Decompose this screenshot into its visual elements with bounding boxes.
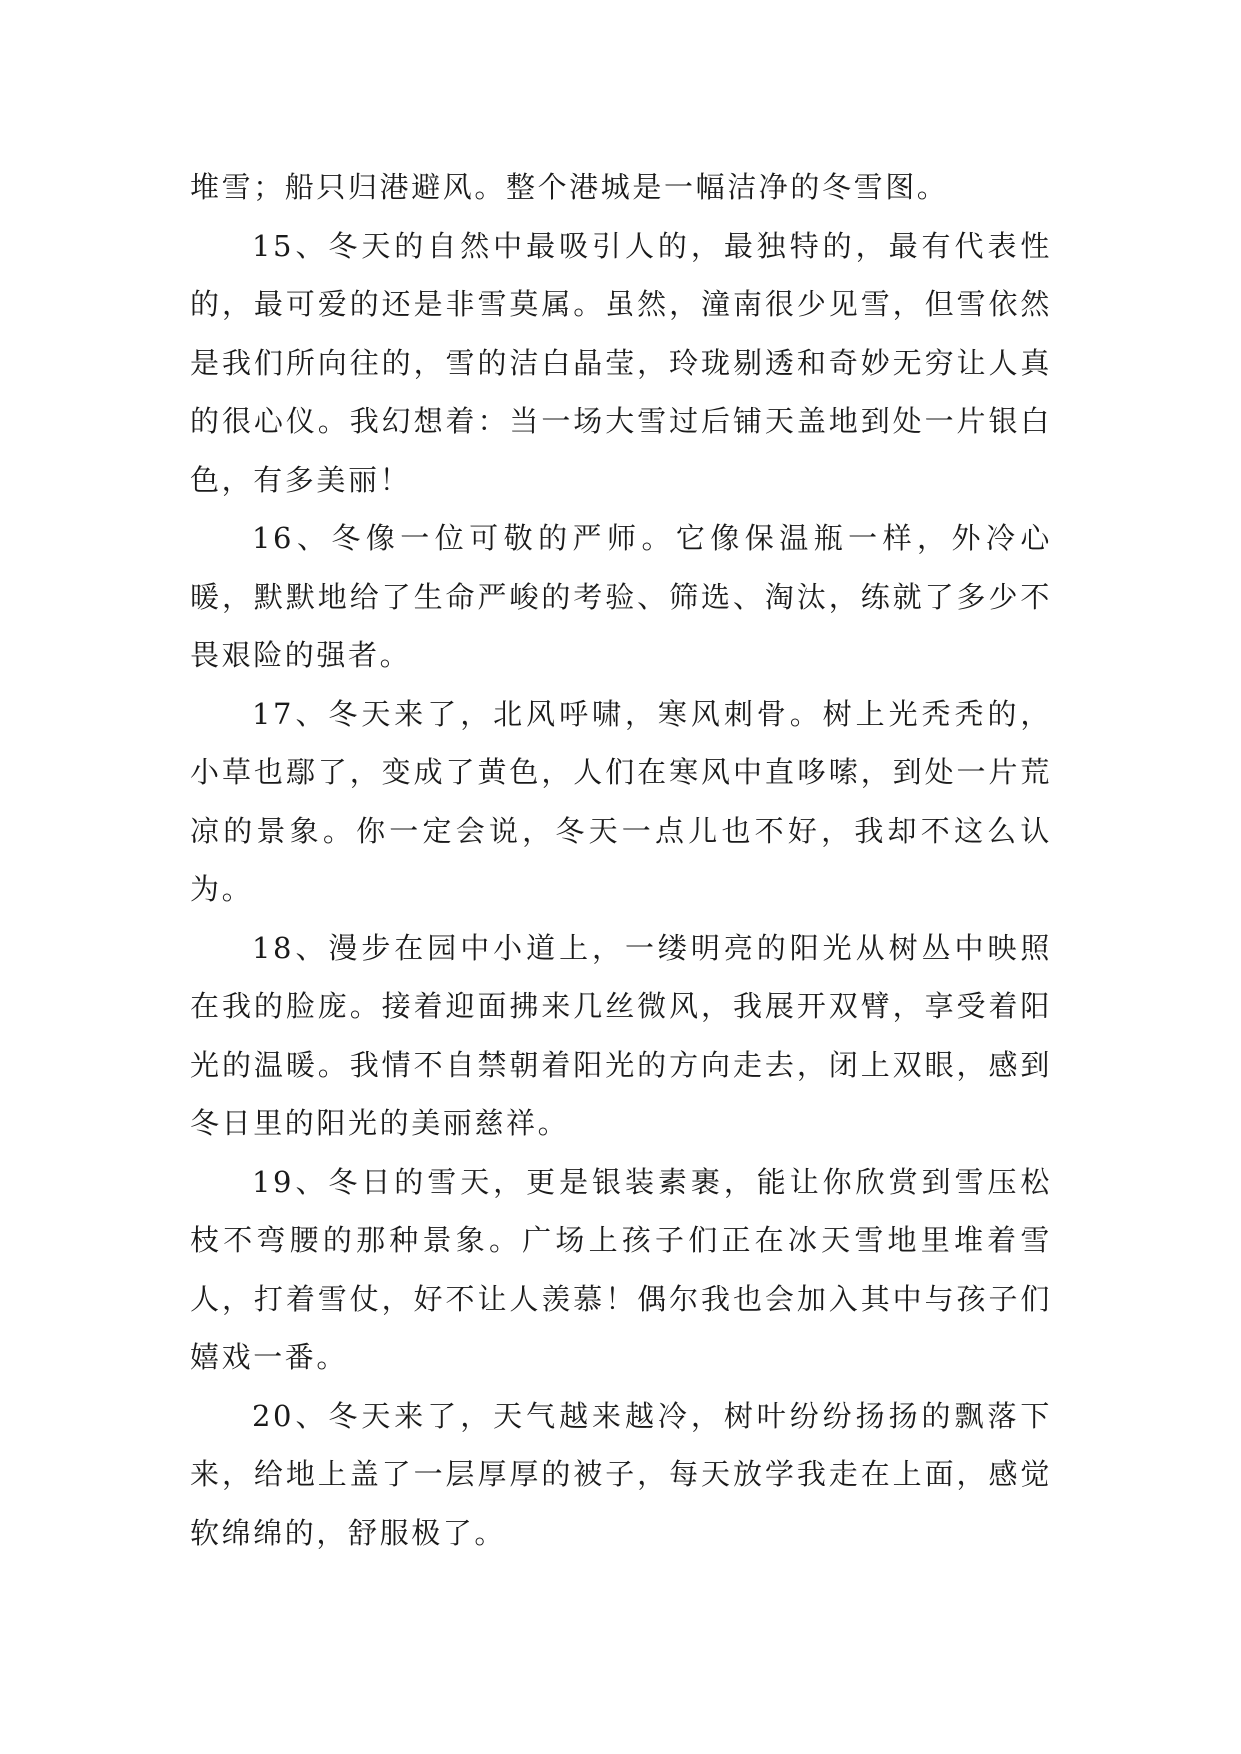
paragraph-16: 16、冬像一位可敬的严师。它像保温瓶一样，外冷心暖，默默地给了生命严峻的考验、筛选、淘汰，练就了多少不畏艰险的强者。 [190,521,1052,672]
paragraph-18: 18、漫步在园中小道上，一缕明亮的阳光从树丛中映照在我的脸庞。接着迎面拂来几丝微风，我展开双臂，享受着阳光的温暖。我情不自禁朝着阳光的方向走去，闭上双眼，感到冬日里的阳光的美丽慈祥。 [190,930,1052,1140]
paragraph-17: 17、冬天来了，北风呼啸，寒风刺骨。树上光秃秃的，小草也鄢了，变成了黄色，人们在寒风中直哆嗦，到处一片荒凉的景象。你一定会说，冬天一点儿也不好，我却不这么认为。 [190,696,1052,906]
document-body [190,158,1052,1562]
paragraph-20: 20、冬天来了，天气越来越冷，树叶纷纷扬扬的飘落下来，给地上盖了一层厚厚的被子，每天放学我走在上面，感觉软绵绵的，舒服极了。 [190,1398,1052,1550]
paragraph-continuation: 堆雪；船只归港避风。整个港城是一幅洁净的冬雪图。 [190,170,949,204]
paragraph-15: 15、冬天的自然中最吸引人的，最独特的，最有代表性的，最可爱的还是非雪莫属。虽然，潼南很少见雪，但雪依然是我们所向往的，雪的洁白晶莹，玲珑剔透和奇妙无穷让人真的很心仪。我幻想着：当一场大雪过后铺天盖地到处一片银白色，有多美丽！ [190,228,1052,497]
paragraph-19: 19、冬日的雪天，更是银装素裹，能让你欣赏到雪压松枝不弯腰的那种景象。广场上孩子们正在冰天雪地里堆着雪人，打着雪仗，好不让人羡慕！偶尔我也会加入其中与孩子们嬉戏一番。 [190,1164,1052,1374]
